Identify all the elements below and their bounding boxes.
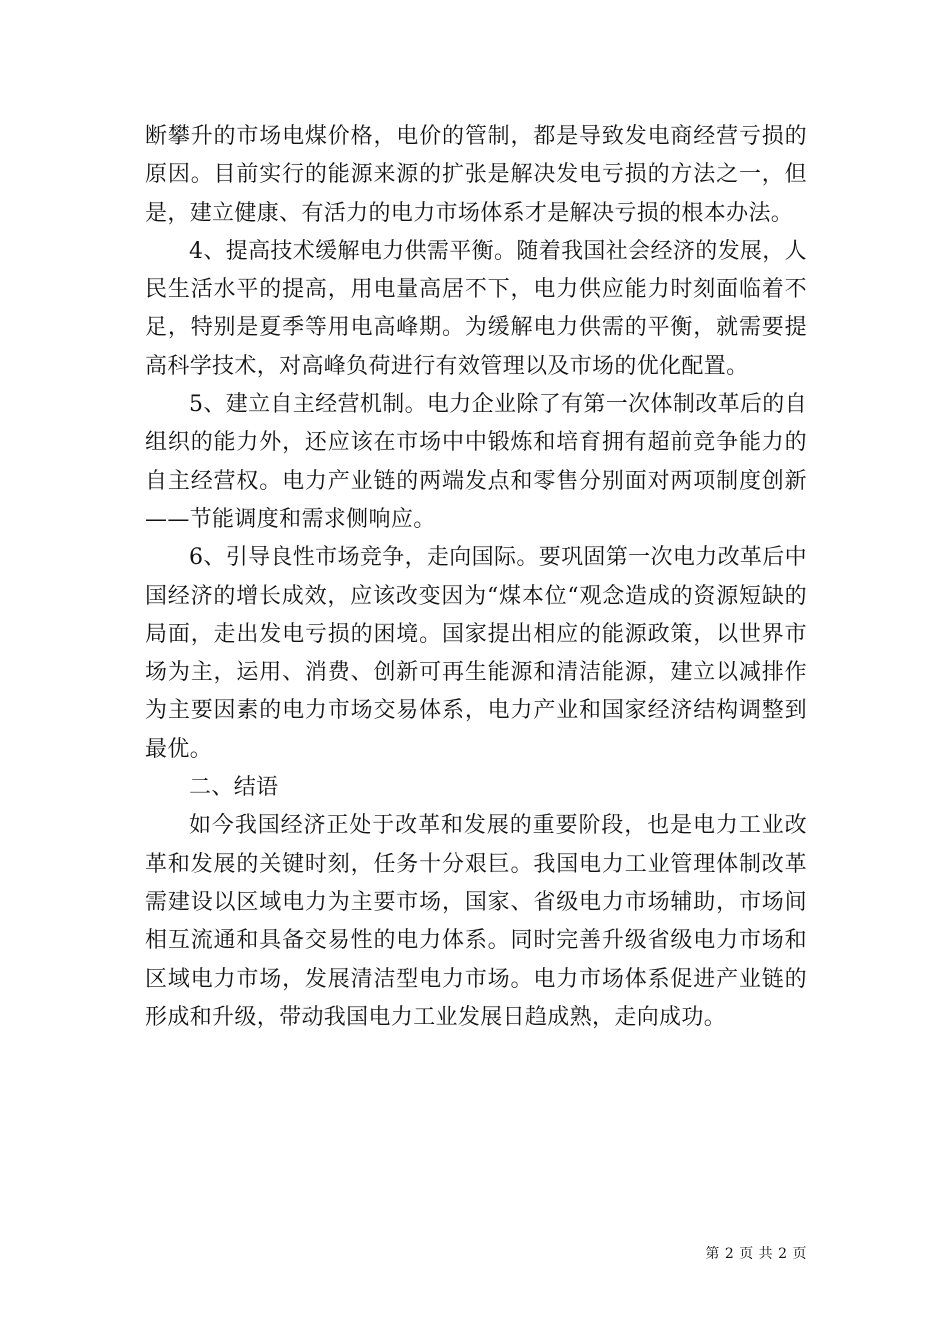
section-heading-conclusion: 二、结语 bbox=[189, 775, 279, 801]
paragraph-point-6: 6、引导良性市场竞争，走向国际。要巩固第一次电力改革后中国经济的增长成效，应该改变因为“煤本位“观念造成的资源短缺的局面，走出发电亏损的困境。国家提出相应的能源政策，以世界市场为主，运用、消费、创新可再生能源和清洁能源，建立以减排作为主要因素的电力市场交易体系，电力产业和国家经济结构调整到最优。 bbox=[145, 545, 807, 762]
paragraph-cost-causes: 断攀升的市场电煤价格，电价的管制，都是导致发电商经营亏损的原因。目前实行的能源来源的扩张是解决发电亏损的方法之一，但是，建立健康、有活力的电力市场体系才是解决亏损的根本办法。 bbox=[145, 124, 807, 226]
paragraph-point-4: 4、提高技术缓解电力供需平衡。随着我国社会经济的发展，人民生活水平的提高，用电量高居不下，电力供应能力时刻面临着不足，特别是夏季等用电高峰期。为缓解电力供需的平衡，就需要提高科学技术，对高峰负荷进行有效管理以及市场的优化配置。 bbox=[145, 238, 807, 379]
paragraph-point-5: 5、建立自主经营机制。电力企业除了有第一次体制改革后的自组织的能力外，还应该在市场中中锻炼和培育拥有超前竞争能力的自主经营权。电力产业链的两端发点和零售分别面对两项制度创新——节能调度和需求侧响应。 bbox=[145, 392, 807, 532]
paragraph-conclusion: 如今我国经济正处于改革和发展的重要阶段，也是电力工业改革和发展的关键时刻，任务十分艰巨。我国电力工业管理体制改革需建设以区域电力为主要市场，国家、省级电力市场辅助，市场间相互流通和具备交易性的电力体系。同时完善升级省级电力市场和区域电力市场，发展清洁型电力市场。电力市场体系促进产业链的形成和升级，带动我国电力工业发展日趋成熟，走向成功。 bbox=[145, 813, 807, 1030]
page-number-footer: 第 2 页 共 2 页 bbox=[705, 1246, 807, 1262]
document-body bbox=[145, 118, 807, 1037]
